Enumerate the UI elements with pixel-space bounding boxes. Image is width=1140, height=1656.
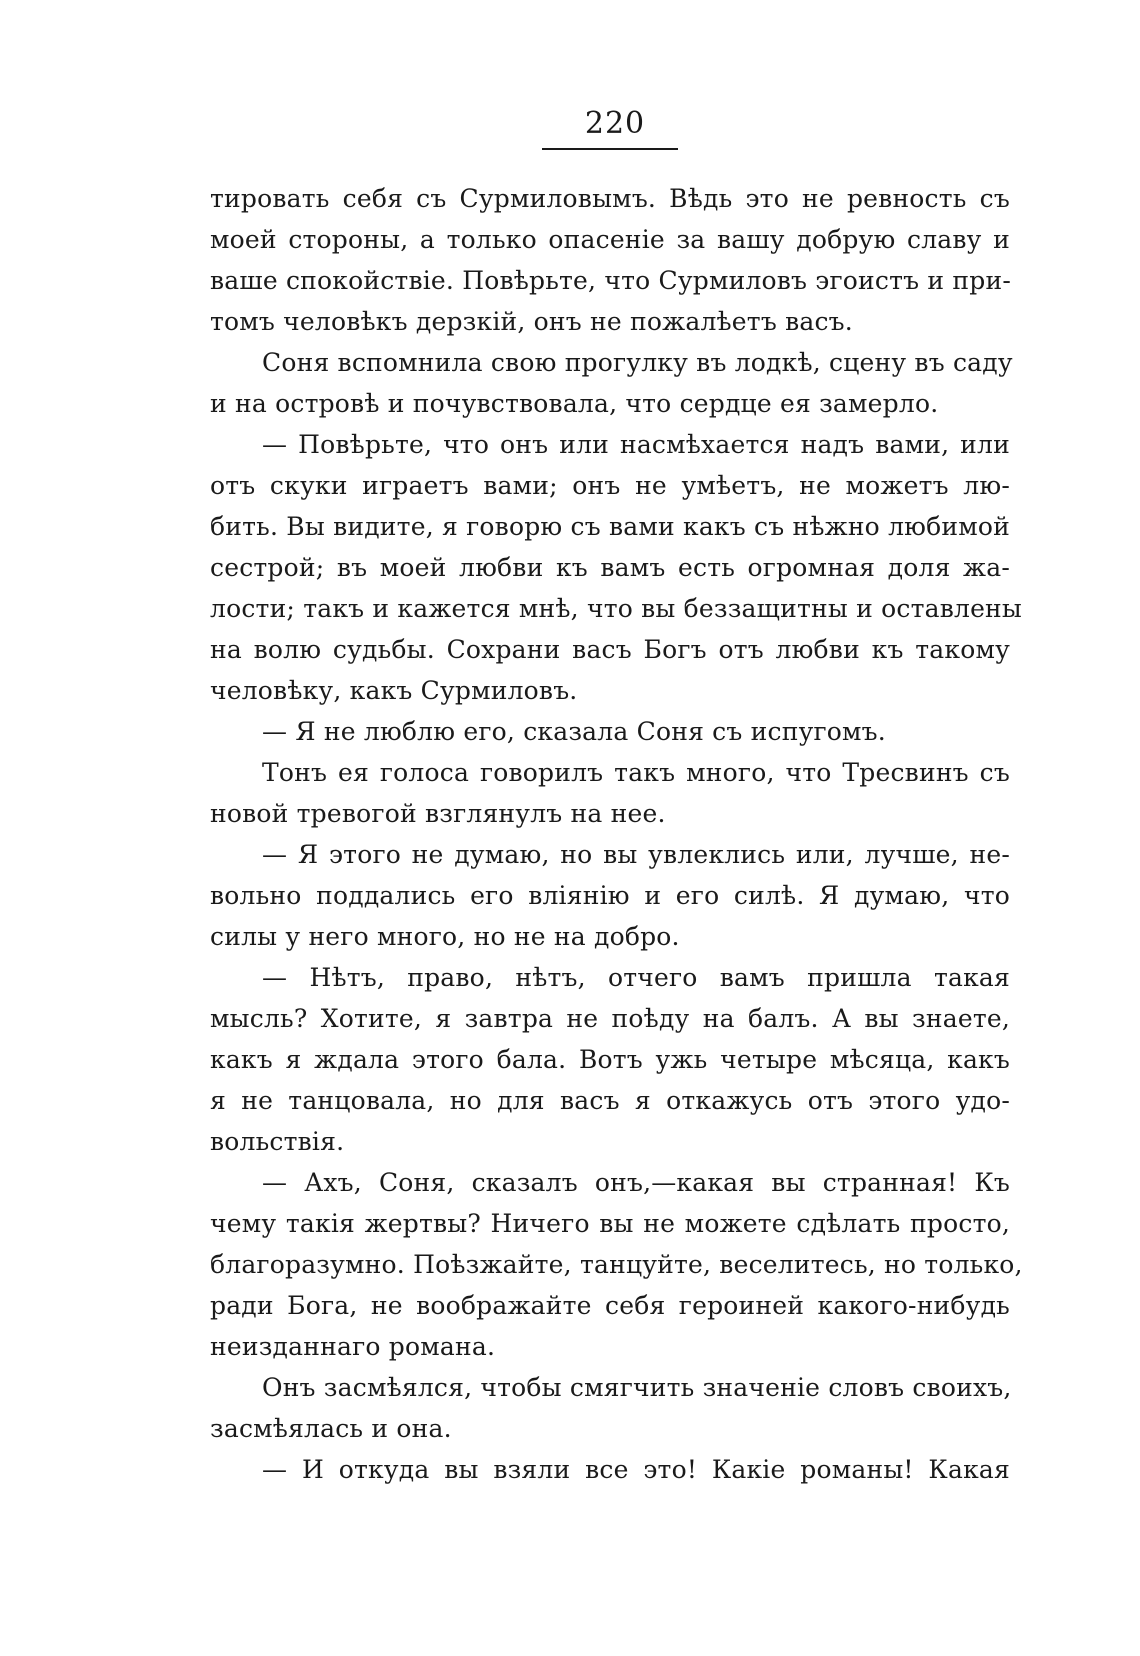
text-line: — Ахъ, Соня, сказалъ онъ,—какая вы странная! Къ (262, 1168, 1010, 1197)
text-line: Соня вспомнила свою прогулку въ лодкѣ, сцену въ саду (262, 348, 1013, 377)
body-text (210, 178, 1023, 1490)
text-line: какъ я ждала этого бала. Вотъ ужь четыре мѣсяца, какъ (210, 1045, 1010, 1074)
text-line: сестрой; въ моей любви къ вамъ есть огромная доля жа- (210, 553, 1010, 582)
text-line: тировать себя съ Сурмиловымъ. Вѣдь это не ревность съ (210, 184, 1010, 213)
text-line: — Я не люблю его, сказала Соня съ испугомъ. (262, 717, 886, 746)
text-line: Тонъ ея голоса говорилъ такъ много, что Тресвинъ съ (262, 758, 1010, 787)
text-line: неизданнаго романа. (210, 1332, 496, 1361)
page-number: 220 (584, 106, 646, 141)
text-line: томъ человѣкъ дерзкій, онъ не пожалѣетъ васъ. (210, 307, 853, 336)
text-line: человѣку, какъ Сурмиловъ. (210, 676, 578, 705)
text-line: ваше спокойствіе. Повѣрьте, что Сурмиловъ эгоистъ и при- (210, 266, 1011, 295)
text-line: мысль? Хотите, я завтра не поѣду на балъ. А вы знаете, (210, 1004, 1010, 1033)
text-line: Онъ засмѣялся, чтобы смягчить значеніе словъ своихъ, (262, 1373, 1012, 1402)
text-line: — Я этого не думаю, но вы увлеклись или, лучше, не- (262, 840, 1010, 869)
text-line: вольствія. (210, 1127, 345, 1156)
text-line: засмѣялась и она. (210, 1414, 452, 1443)
text-line: на волю судьбы. Сохрани васъ Богъ отъ любви къ такому (210, 635, 1010, 664)
text-line: — Нѣтъ, право, нѣтъ, отчего вамъ пришла такая (262, 963, 1010, 992)
text-line: — Повѣрьте, что онъ или насмѣхается надъ вами, или (262, 430, 1010, 459)
text-line: вольно поддались его вліянію и его силѣ. Я думаю, что (210, 881, 1010, 910)
text-line: чему такія жертвы? Ничего вы не можете сдѣлать просто, (210, 1209, 1010, 1238)
text-line: — И откуда вы взяли все это! Какіе романы! Какая (262, 1455, 1010, 1484)
text-line: и на островѣ и почувствовала, что сердце ея замерло. (210, 389, 939, 418)
text-line: новой тревогой взглянулъ на нее. (210, 799, 666, 828)
page-number-rule (542, 148, 678, 150)
text-line: бить. Вы видите, я говорю съ вами какъ съ нѣжно любимой (210, 512, 1010, 541)
text-line: благоразумно. Поѣзжайте, танцуйте, веселитесь, но только, (210, 1250, 1023, 1279)
text-line: отъ скуки играетъ вами; онъ не умѣетъ, не можетъ лю- (210, 471, 1010, 500)
text-line: моей стороны, а только опасеніе за вашу добрую славу и (210, 225, 1010, 254)
text-line: я не танцовала, но для васъ я откажусь отъ этого удо- (210, 1086, 1010, 1115)
text-line: ради Бога, не воображайте себя героиней какого-нибудь (210, 1291, 1010, 1320)
text-line: лости; такъ и кажется мнѣ, что вы беззащитны и оставлены (210, 594, 1023, 623)
text-line: силы у него много, но не на добро. (210, 922, 680, 951)
